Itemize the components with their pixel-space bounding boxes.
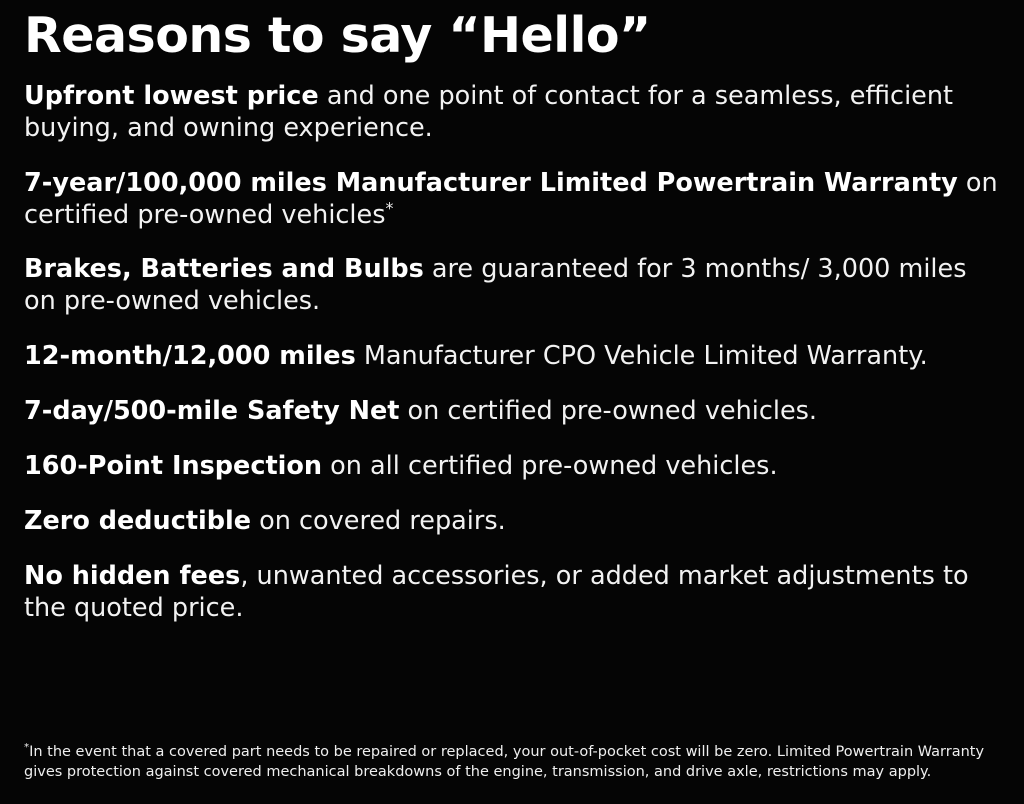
footnote-text: In the event that a covered part needs to be repaired or replaced, your out-of-pocket cost will be zero. Limited Powertrain Warranty gives protection against covered mechanical breakdowns of the engine, transmission, and drive axle, restrictions may apply. [24,744,985,780]
bullet-lead: Zero deductible [24,505,252,536]
bullet-rest: on all certified pre-owned vehicles. [322,450,778,481]
footnote-marker: * [24,742,30,754]
bullet-lead: No hidden fees [24,560,241,591]
bullet-rest: , unwanted accessories, or added market adjustments to the quoted price. [24,560,969,623]
page-title: Reasons to say “Hello” [24,7,651,64]
list-item [24,341,1000,373]
list-item [24,451,1000,483]
bullet-lead: Upfront lowest price [24,80,319,111]
bullet-rest: and one point of contact for a seamless, efficient buying, and owning experience. [24,80,954,143]
list-item [24,396,1000,428]
list-item [24,81,1000,145]
bullet-lead: 12-month/12,000 miles [24,341,356,372]
bullet-lead: 7-day/500-mile Safety Net [24,396,400,427]
footnote-marker: * [385,198,394,218]
bullet-rest: on certified pre-owned vehicles. [399,396,818,427]
bullet-lead: 7-year/100,000 miles Manufacturer Limited Powertrain Warranty [24,167,958,198]
footnote [24,742,1000,782]
bullet-rest: Manufacturer CPO Vehicle Limited Warranty. [355,341,928,372]
bullet-lead: Brakes, Batteries and Bulbs [24,254,424,285]
list-item [24,254,1000,318]
list-item [24,168,1000,232]
bullet-rest: on certified pre-owned vehicles [24,167,998,230]
list-item [24,506,1000,538]
bullet-lead: 160-Point Inspection [24,450,323,481]
list-item [24,561,1000,625]
bullet-rest: are guaranteed for 3 months/ 3,000 miles on pre-owned vehicles. [24,254,967,317]
bullet-rest: on covered repairs. [251,505,506,536]
reasons-list [24,81,1000,625]
